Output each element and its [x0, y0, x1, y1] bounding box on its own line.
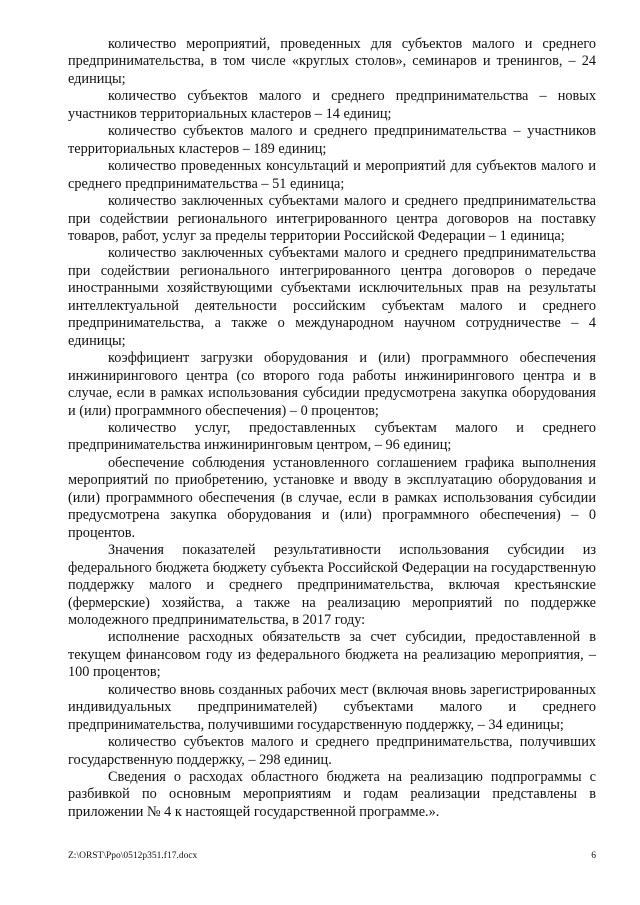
paragraph-supported-smes: количество субъектов малого и среднего предпринимательства, получивших государственную поддержку, – 298 единиц. — [68, 734, 596, 768]
footer-page-number: 6 — [591, 851, 596, 861]
paragraph-export-contracts: количество заключенных субъектами малого и среднего предпринимательства при содействии регионального интегрированного центра договоров на поставку товаров, работ, услуг за пределы территории Российской Федерации – 1 единица; — [68, 193, 596, 244]
paragraph-schedule-compliance: обеспечение соблюдения установленного соглашением графика выполнения мероприятий по приобретению, установке и вводу в эксплуатацию оборудования и (или) программного обеспечения (в случае, если в рамках использования субсидии предусмотрена закупка оборудования и (или) программного обеспечения) – 0 процентов. — [68, 454, 596, 541]
paragraph-engineering-services: количество услуг, предоставленных субъектам малого и среднего предпринимательства инжиниринговым центром, – 96 единиц; — [68, 419, 596, 454]
paragraph-equipment-load-ratio: коэффициент загрузки оборудования и (или) программного обеспечения инжинирингового центра (со второго года работы инжинирингового центра и в случае, если в рамках использования субсидии предусмотрена закупка оборудования и (или) программного обеспечения) – 0 процентов; — [68, 350, 596, 419]
paragraph-new-cluster-participants: количество субъектов малого и среднего предпринимательства – новых участников территориальных кластеров – 14 единиц; — [68, 88, 596, 122]
paragraph-consultations-count: количество проведенных консультаций и мероприятий для субъектов малого и среднего предпринимательства – 51 единица; — [68, 158, 596, 192]
footer-file-path: Z:\ORST\Ppo\0512p351.f17.docx — [68, 851, 198, 861]
paragraph-subsidy-indicators-intro: Значения показателей результативности использования субсидии из федерального бюджета бюджету субъекта Российской Федерации на государственную поддержку малого и среднего предпринимательства, включая крестьянские (фермерские) хозяйства, а также на реализацию мероприятий по поддержке молодежного предпринимательства, в 2017 году: — [68, 542, 596, 628]
paragraph-events-count: количество мероприятий, проведенных для субъектов малого и среднего предпринимательства, в том числе «круглых столов», семинаров и тренингов, – 24 единицы; — [68, 36, 596, 87]
document-body — [68, 36, 596, 821]
paragraph-cluster-participants: количество субъектов малого и среднего предпринимательства – участников территориальных кластеров – 189 единиц; — [68, 123, 596, 157]
paragraph-budget-appendix-reference: Сведения о расходах областного бюджета на реализацию подпрограммы с разбивкой по основным мероприятиям и годам реализации представлены в приложении № 4 к настоящей государственной программе.». — [68, 769, 596, 820]
paragraph-expenditure-execution: исполнение расходных обязательств за счет субсидии, предоставленной в текущем финансовом году из федерального бюджета на реализацию мероприятия, – 100 процентов; — [68, 629, 596, 681]
page-footer — [68, 851, 596, 867]
paragraph-ip-contracts: количество заключенных субъектами малого и среднего предпринимательства при содействии регионального интегрированного центра договоров о передаче иностранными хозяйствующими субъектами исключительных прав на результаты интеллектуальной деятельности российским субъектам малого и среднего предпринимательства, а также о международном научном сотрудничестве – 4 единицы; — [68, 245, 596, 349]
paragraph-new-jobs: количество вновь созданных рабочих мест (включая вновь зарегистрированных индивидуальных предпринимателей) субъектами малого и среднего предпринимательства, получившими государственную поддержку, – 34 единицы; — [68, 681, 596, 733]
